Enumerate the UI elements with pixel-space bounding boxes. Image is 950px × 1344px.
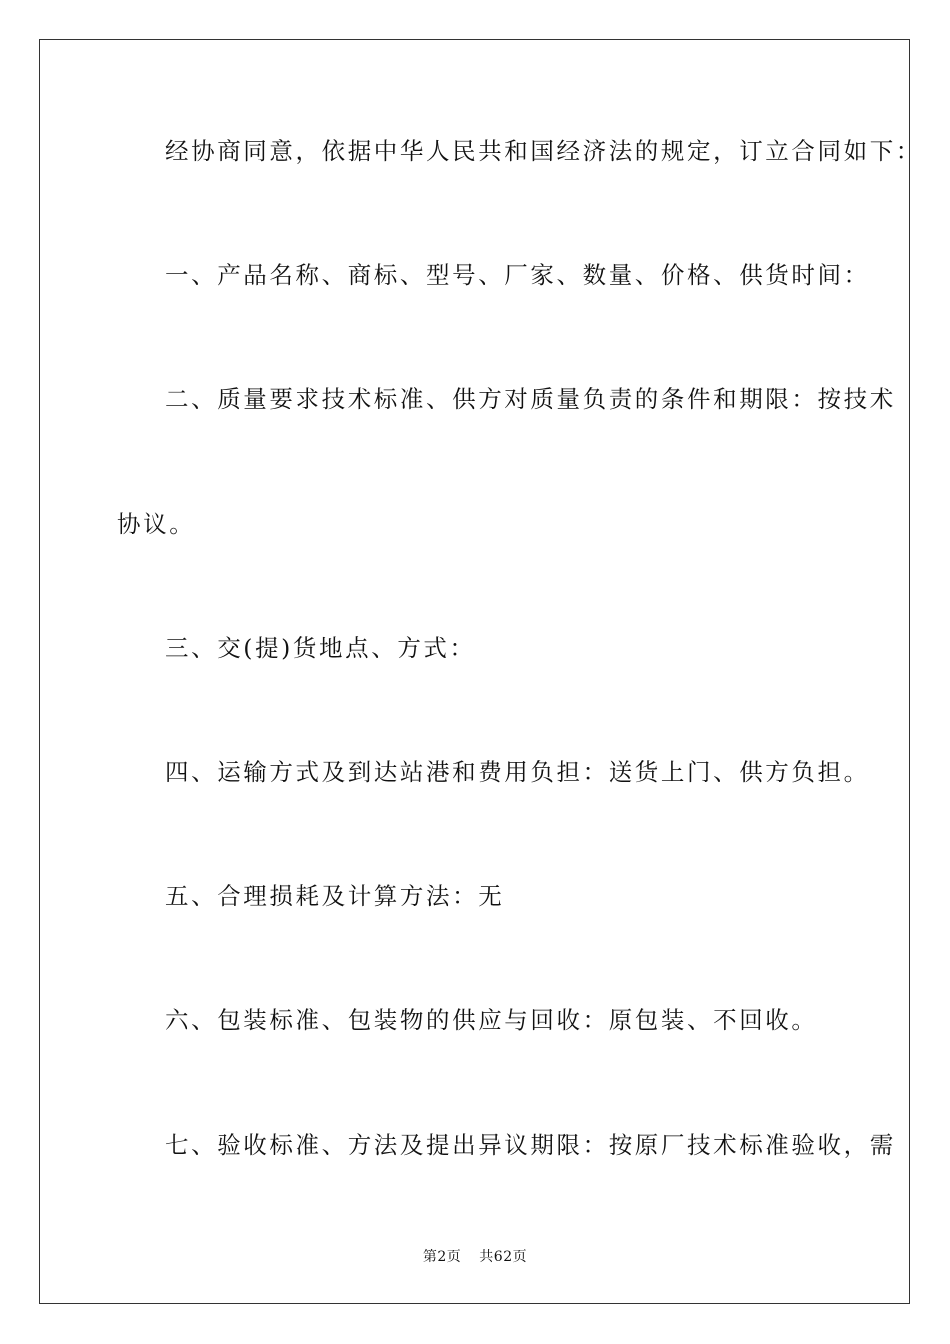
clause-2: 二、质量要求技术标准、供方对质量负责的条件和期限：按技术 — [165, 385, 896, 413]
clause-7: 七、验收标准、方法及提出异议期限：按原厂技术标准验收，需 — [165, 1131, 896, 1159]
clause-1: 一、产品名称、商标、型号、厂家、数量、价格、供货时间： — [165, 261, 870, 289]
paragraph-intro: 经协商同意，依据中华人民共和国经济法的规定，订立合同如下： — [165, 137, 922, 165]
page-border — [39, 39, 910, 1304]
clause-3: 三、交(提)货地点、方式： — [165, 634, 476, 662]
page-total: 共62页 — [479, 1249, 528, 1265]
clause-4: 四、运输方式及到达站港和费用负担：送货上门、供方负担。 — [165, 758, 870, 786]
clause-5: 五、合理损耗及计算方法：无 — [165, 882, 505, 910]
page-number: 第2页 — [422, 1249, 462, 1265]
page-footer — [0, 1246, 950, 1266]
clause-6: 六、包装标准、包装物的供应与回收：原包装、不回收。 — [165, 1006, 818, 1034]
clause-2-continued: 协议。 — [117, 510, 196, 538]
